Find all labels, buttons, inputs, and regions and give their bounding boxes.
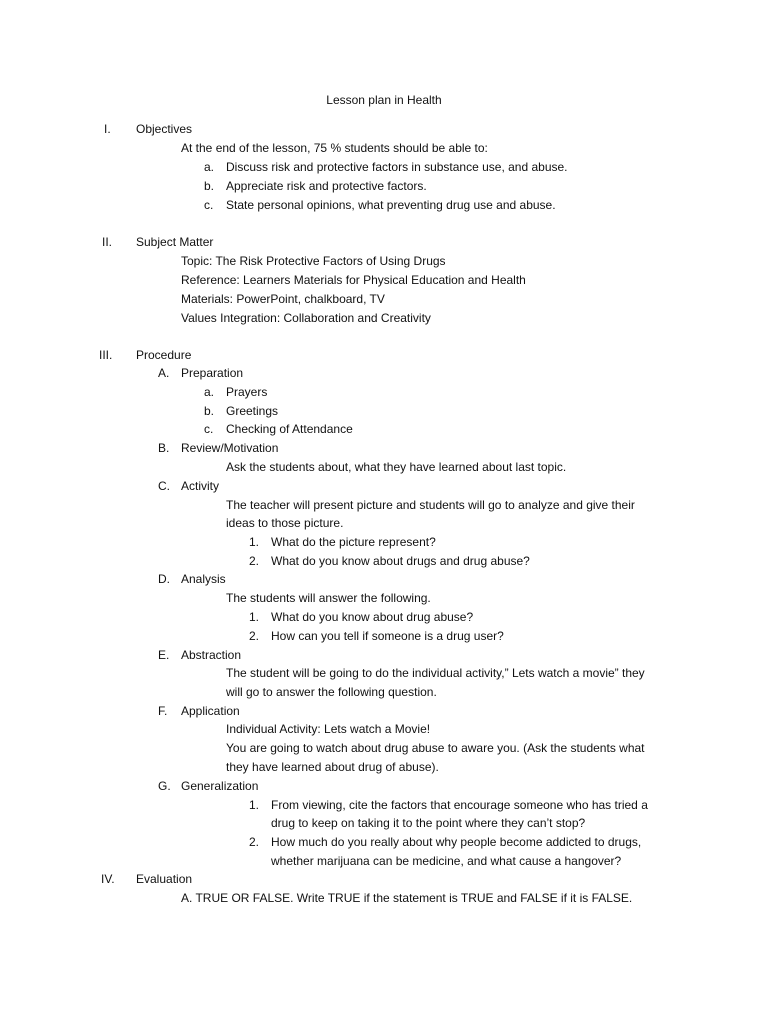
section-heading-subject-matter: Subject Matter: [136, 235, 214, 249]
evaluation-text: A. TRUE OR FALSE. Write TRUE if the statement is TRUE and FALSE if it is FALSE.: [181, 891, 633, 905]
activity-question: What do you know about drugs and drug abuse?: [271, 554, 530, 568]
section-heading-objectives: Objectives: [136, 122, 193, 136]
list-marker: a.: [204, 160, 215, 174]
generalization-question: How much do you really about why people become addicted to drugs,: [271, 835, 642, 849]
document-title: Lesson plan in Health: [326, 93, 442, 107]
subsection-heading-application: Application: [181, 704, 240, 718]
subject-materials: Materials: PowerPoint, chalkboard, TV: [181, 292, 385, 306]
abstraction-text: The student will be going to do the individual activity,” Lets watch a movie” they: [226, 666, 645, 680]
subject-topic: Topic: The Risk Protective Factors of Using Drugs: [181, 254, 446, 268]
list-marker: 2.: [249, 835, 260, 849]
subsection-heading-preparation: Preparation: [181, 366, 244, 380]
list-marker: 1.: [249, 610, 260, 624]
objective-item: State personal opinions, what preventing drug use and abuse.: [226, 198, 556, 212]
application-text: You are going to watch about drug abuse to aware you. (Ask the students what: [226, 741, 645, 755]
section-numeral: IV.: [101, 872, 115, 886]
subsection-marker: G.: [158, 779, 171, 793]
subsection-heading-generalization: Generalization: [181, 779, 259, 793]
section-numeral: I.: [104, 122, 111, 136]
generalization-question: From viewing, cite the factors that encourage someone who has tried a: [271, 798, 648, 812]
list-marker: a.: [204, 385, 215, 399]
list-marker: 1.: [249, 798, 260, 812]
objective-item: Appreciate risk and protective factors.: [226, 179, 427, 193]
section-heading-evaluation: Evaluation: [136, 872, 193, 886]
list-marker: c.: [204, 422, 214, 436]
section-heading-procedure: Procedure: [136, 348, 192, 362]
generalization-question: whether marijuana can be medicine, and what cause a hangover?: [271, 854, 622, 868]
list-marker: b.: [204, 179, 215, 193]
analysis-text: The students will answer the following.: [226, 591, 431, 605]
list-marker: b.: [204, 404, 215, 418]
preparation-item: Prayers: [226, 385, 268, 399]
abstraction-text: will go to answer the following question.: [226, 685, 437, 699]
activity-text: The teacher will present picture and students will go to analyze and give their: [226, 498, 635, 512]
activity-question: What do the picture represent?: [271, 535, 436, 549]
objectives-intro: At the end of the lesson, 75 % students should be able to:: [181, 141, 488, 155]
objective-item: Discuss risk and protective factors in substance use, and abuse.: [226, 160, 568, 174]
section-numeral: III.: [99, 348, 113, 362]
subsection-heading-abstraction: Abstraction: [181, 648, 242, 662]
subsection-heading-activity: Activity: [181, 479, 220, 493]
section-numeral: II.: [102, 235, 113, 249]
subsection-heading-analysis: Analysis: [181, 572, 226, 586]
application-text: Individual Activity: Lets watch a Movie!: [226, 722, 431, 736]
preparation-item: Greetings: [226, 404, 279, 418]
review-text: Ask the students about, what they have learned about last topic.: [226, 460, 567, 474]
subsection-marker: E.: [158, 648, 170, 662]
subsection-marker: B.: [158, 441, 170, 455]
subject-values: Values Integration: Collaboration and Creativity: [181, 311, 431, 325]
list-marker: 2.: [249, 554, 260, 568]
preparation-item: Checking of Attendance: [226, 422, 353, 436]
list-marker: 2.: [249, 629, 260, 643]
subsection-marker: C.: [158, 479, 170, 493]
subsection-marker: A.: [158, 366, 170, 380]
application-text: they have learned about drug of abuse).: [226, 760, 439, 774]
activity-text: ideas to those picture.: [226, 516, 344, 530]
analysis-question: How can you tell if someone is a drug user?: [271, 629, 504, 643]
subsection-heading-review: Review/Motivation: [181, 441, 279, 455]
generalization-question: drug to keep on taking it to the point where they can’t stop?: [271, 816, 586, 830]
analysis-question: What do you know about drug abuse?: [271, 610, 474, 624]
list-marker: c.: [204, 198, 214, 212]
subject-reference: Reference: Learners Materials for Physical Education and Health: [181, 273, 526, 287]
list-marker: 1.: [249, 535, 260, 549]
subsection-marker: D.: [158, 572, 170, 586]
subsection-marker: F.: [158, 704, 168, 718]
